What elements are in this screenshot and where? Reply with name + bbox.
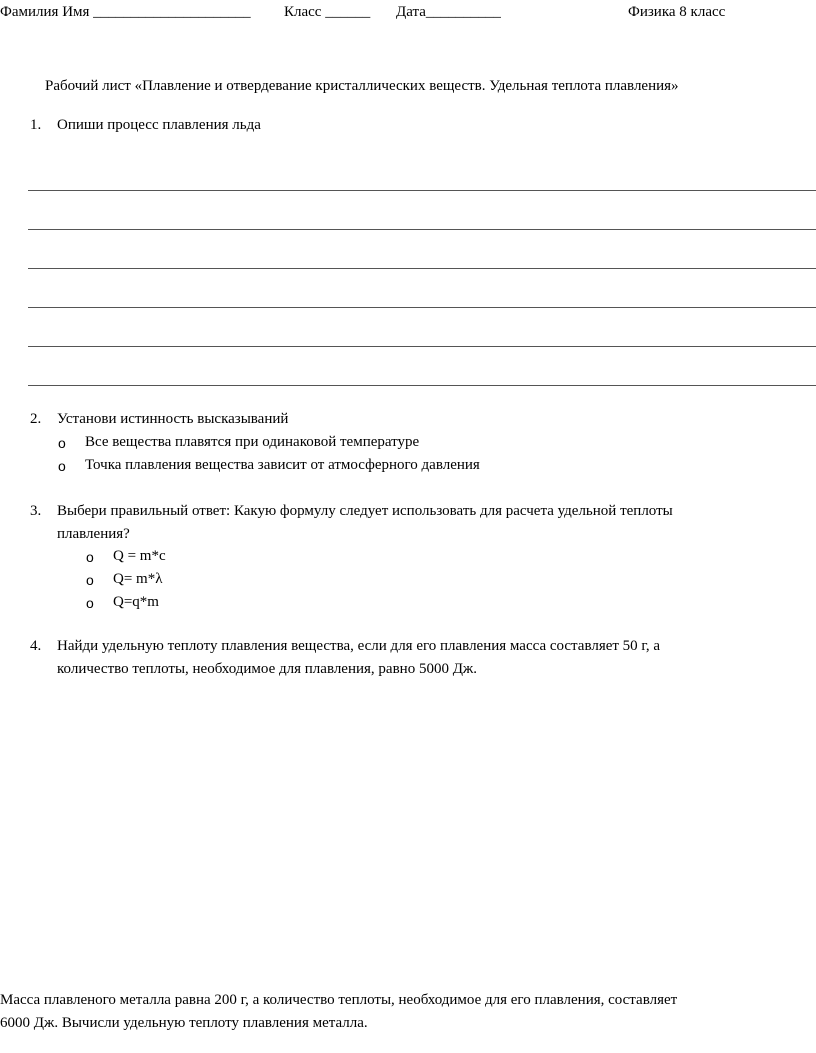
footer-task-line2: 6000 Дж. Вычисли удельную теплоту плавления металла. — [0, 1015, 368, 1031]
date-field[interactable] — [396, 3, 501, 23]
class-blank: ______ — [325, 4, 371, 20]
answer-line[interactable] — [28, 307, 816, 308]
bullet-icon: o — [86, 572, 94, 588]
question-4-text-line1: Найди удельную теплоту плавления вещества, если для его плавления масса составляет 50 г, а — [57, 638, 661, 654]
question-4-number: 4. — [30, 638, 42, 654]
answer-line[interactable] — [28, 385, 816, 386]
name-label: Фамилия Имя — [0, 4, 90, 20]
answer-line[interactable] — [28, 268, 816, 269]
date-blank: __________ — [425, 4, 501, 20]
answer-line[interactable] — [28, 190, 816, 191]
worksheet-title: Рабочий лист «Плавление и отвердевание кристаллических веществ. Удельная теплота плавления» — [45, 78, 679, 94]
date-label: Дата — [396, 4, 426, 20]
question-3-text-line2: плавления? — [57, 526, 130, 542]
question-1-number: 1. — [30, 117, 42, 133]
bullet-icon: o — [58, 435, 66, 451]
question-4-text-line2: количество теплоты, необходимое для плавления, равно 5000 Дж. — [57, 661, 478, 677]
answer-option[interactable]: Q=q*m — [113, 594, 159, 610]
answer-line[interactable] — [28, 346, 816, 347]
bullet-icon: o — [58, 458, 66, 474]
name-blank: _____________________ — [93, 4, 251, 20]
question-2-number: 2. — [30, 411, 42, 427]
bullet-icon: o — [86, 595, 94, 611]
question-2-text: Установи истинность высказываний — [57, 411, 289, 427]
bullet-icon: o — [86, 549, 94, 565]
answer-option[interactable]: Q = m*c — [113, 548, 166, 564]
statement-item[interactable]: Точка плавления вещества зависит от атмосферного давления — [85, 457, 480, 473]
student-name-field[interactable] — [0, 3, 251, 23]
class-field[interactable] — [284, 3, 370, 23]
class-label: Класс — [284, 4, 322, 20]
subject-label: Физика 8 класс — [628, 4, 726, 20]
question-3-text-line1: Выбери правильный ответ: Какую формулу следует использовать для расчета удельной теплоты — [57, 503, 673, 519]
question-1-text: Опиши процесс плавления льда — [57, 117, 261, 133]
question-3-number: 3. — [30, 503, 42, 519]
footer-task-line1: Масса плавленого металла равна 200 г, а количество теплоты, необходимое для его плавления, составляет — [0, 992, 678, 1008]
answer-line[interactable] — [28, 229, 816, 230]
answer-option[interactable]: Q= m*λ — [113, 571, 163, 587]
statement-item[interactable]: Все вещества плавятся при одинаковой температуре — [85, 434, 420, 450]
